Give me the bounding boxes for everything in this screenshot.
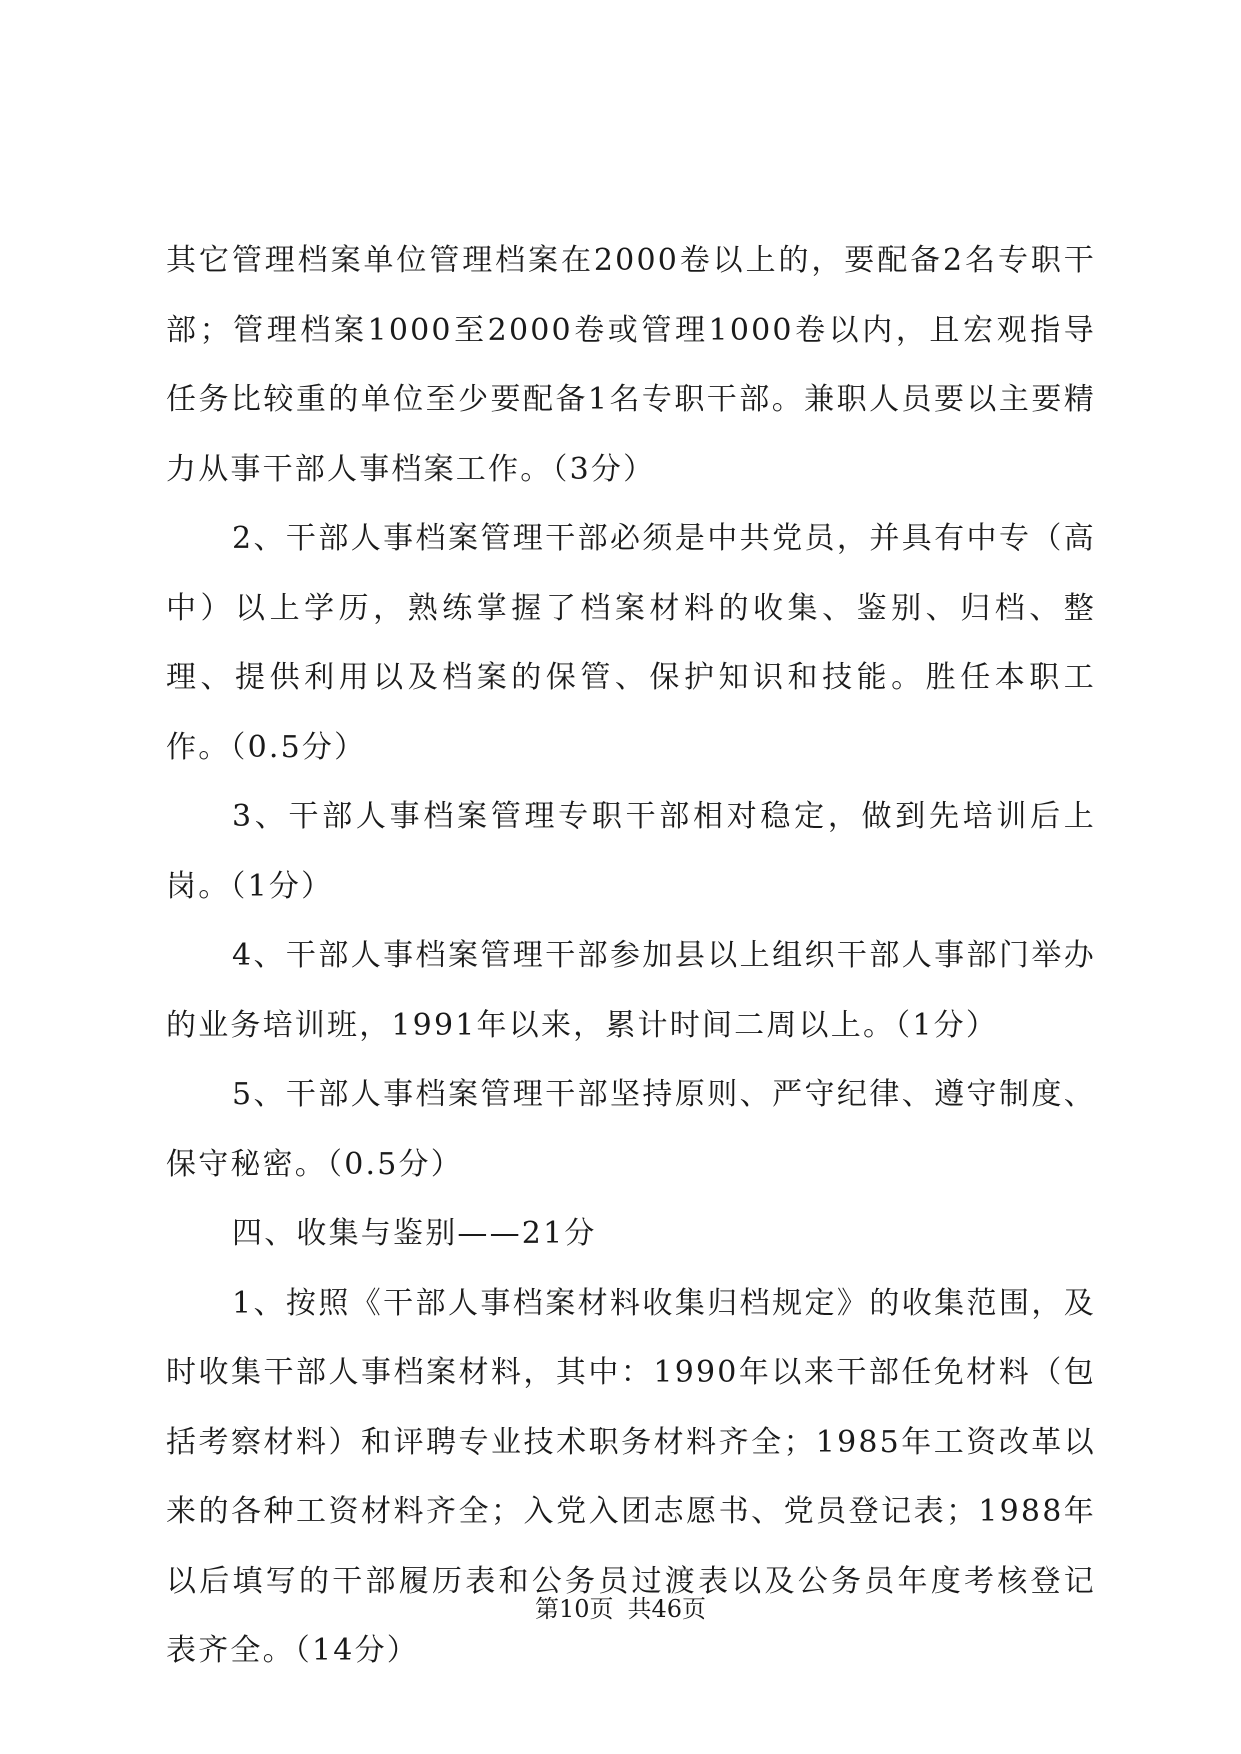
paragraph-item-2: 2、干部人事档案管理干部必须是中共党员，并具有中专（高中）以上学历，熟练掌握了档案材料的收集、鉴别、归档、整理、提供利用以及档案的保管、保护知识和技能。胜任本职工作。（0.5分） [166,521,1096,765]
page-footer [0,1594,1241,1624]
document-body [166,226,1096,1686]
section-heading: 四、收集与鉴别——21分 [232,1216,597,1251]
paragraph-item-5: 5、干部人事档案管理干部坚持原则、严守纪律、遵守制度、保守秘密。（0.5分） [166,1077,1096,1182]
paragraph-item-3: 3、干部人事档案管理专职干部相对稳定，做到先培训后上岗。（1分） [166,799,1096,904]
paragraph-item-4: 4、干部人事档案管理干部参加县以上组织干部人事部门举办的业务培训班，1991年以来，累计时间二周以上。（1分） [166,938,1096,1043]
paragraph-section-item-1: 1、按照《干部人事档案材料收集归档规定》的收集范围，及时收集干部人事档案材料，其中：1990年以来干部任免材料（包括考察材料）和评聘专业技术职务材料齐全；1985年工资改革以来的各种工资材料齐全；入党入团志愿书、党员登记表；1988年以后填写的干部履历表和公务员过渡表以及公务员年度考核登记表齐全。（14分） [166,1285,1096,1668]
paragraph-continuation: 其它管理档案单位管理档案在2000卷以上的，要配备2名专职干部；管理档案1000至2000卷或管理1000卷以内，且宏观指导任务比较重的单位至少要配备1名专职干部。兼职人员要以主要精力从事干部人事档案工作。（3分） [166,243,1096,487]
page-total: 共46页 [627,1595,707,1623]
page-number: 第10页 [534,1595,614,1623]
